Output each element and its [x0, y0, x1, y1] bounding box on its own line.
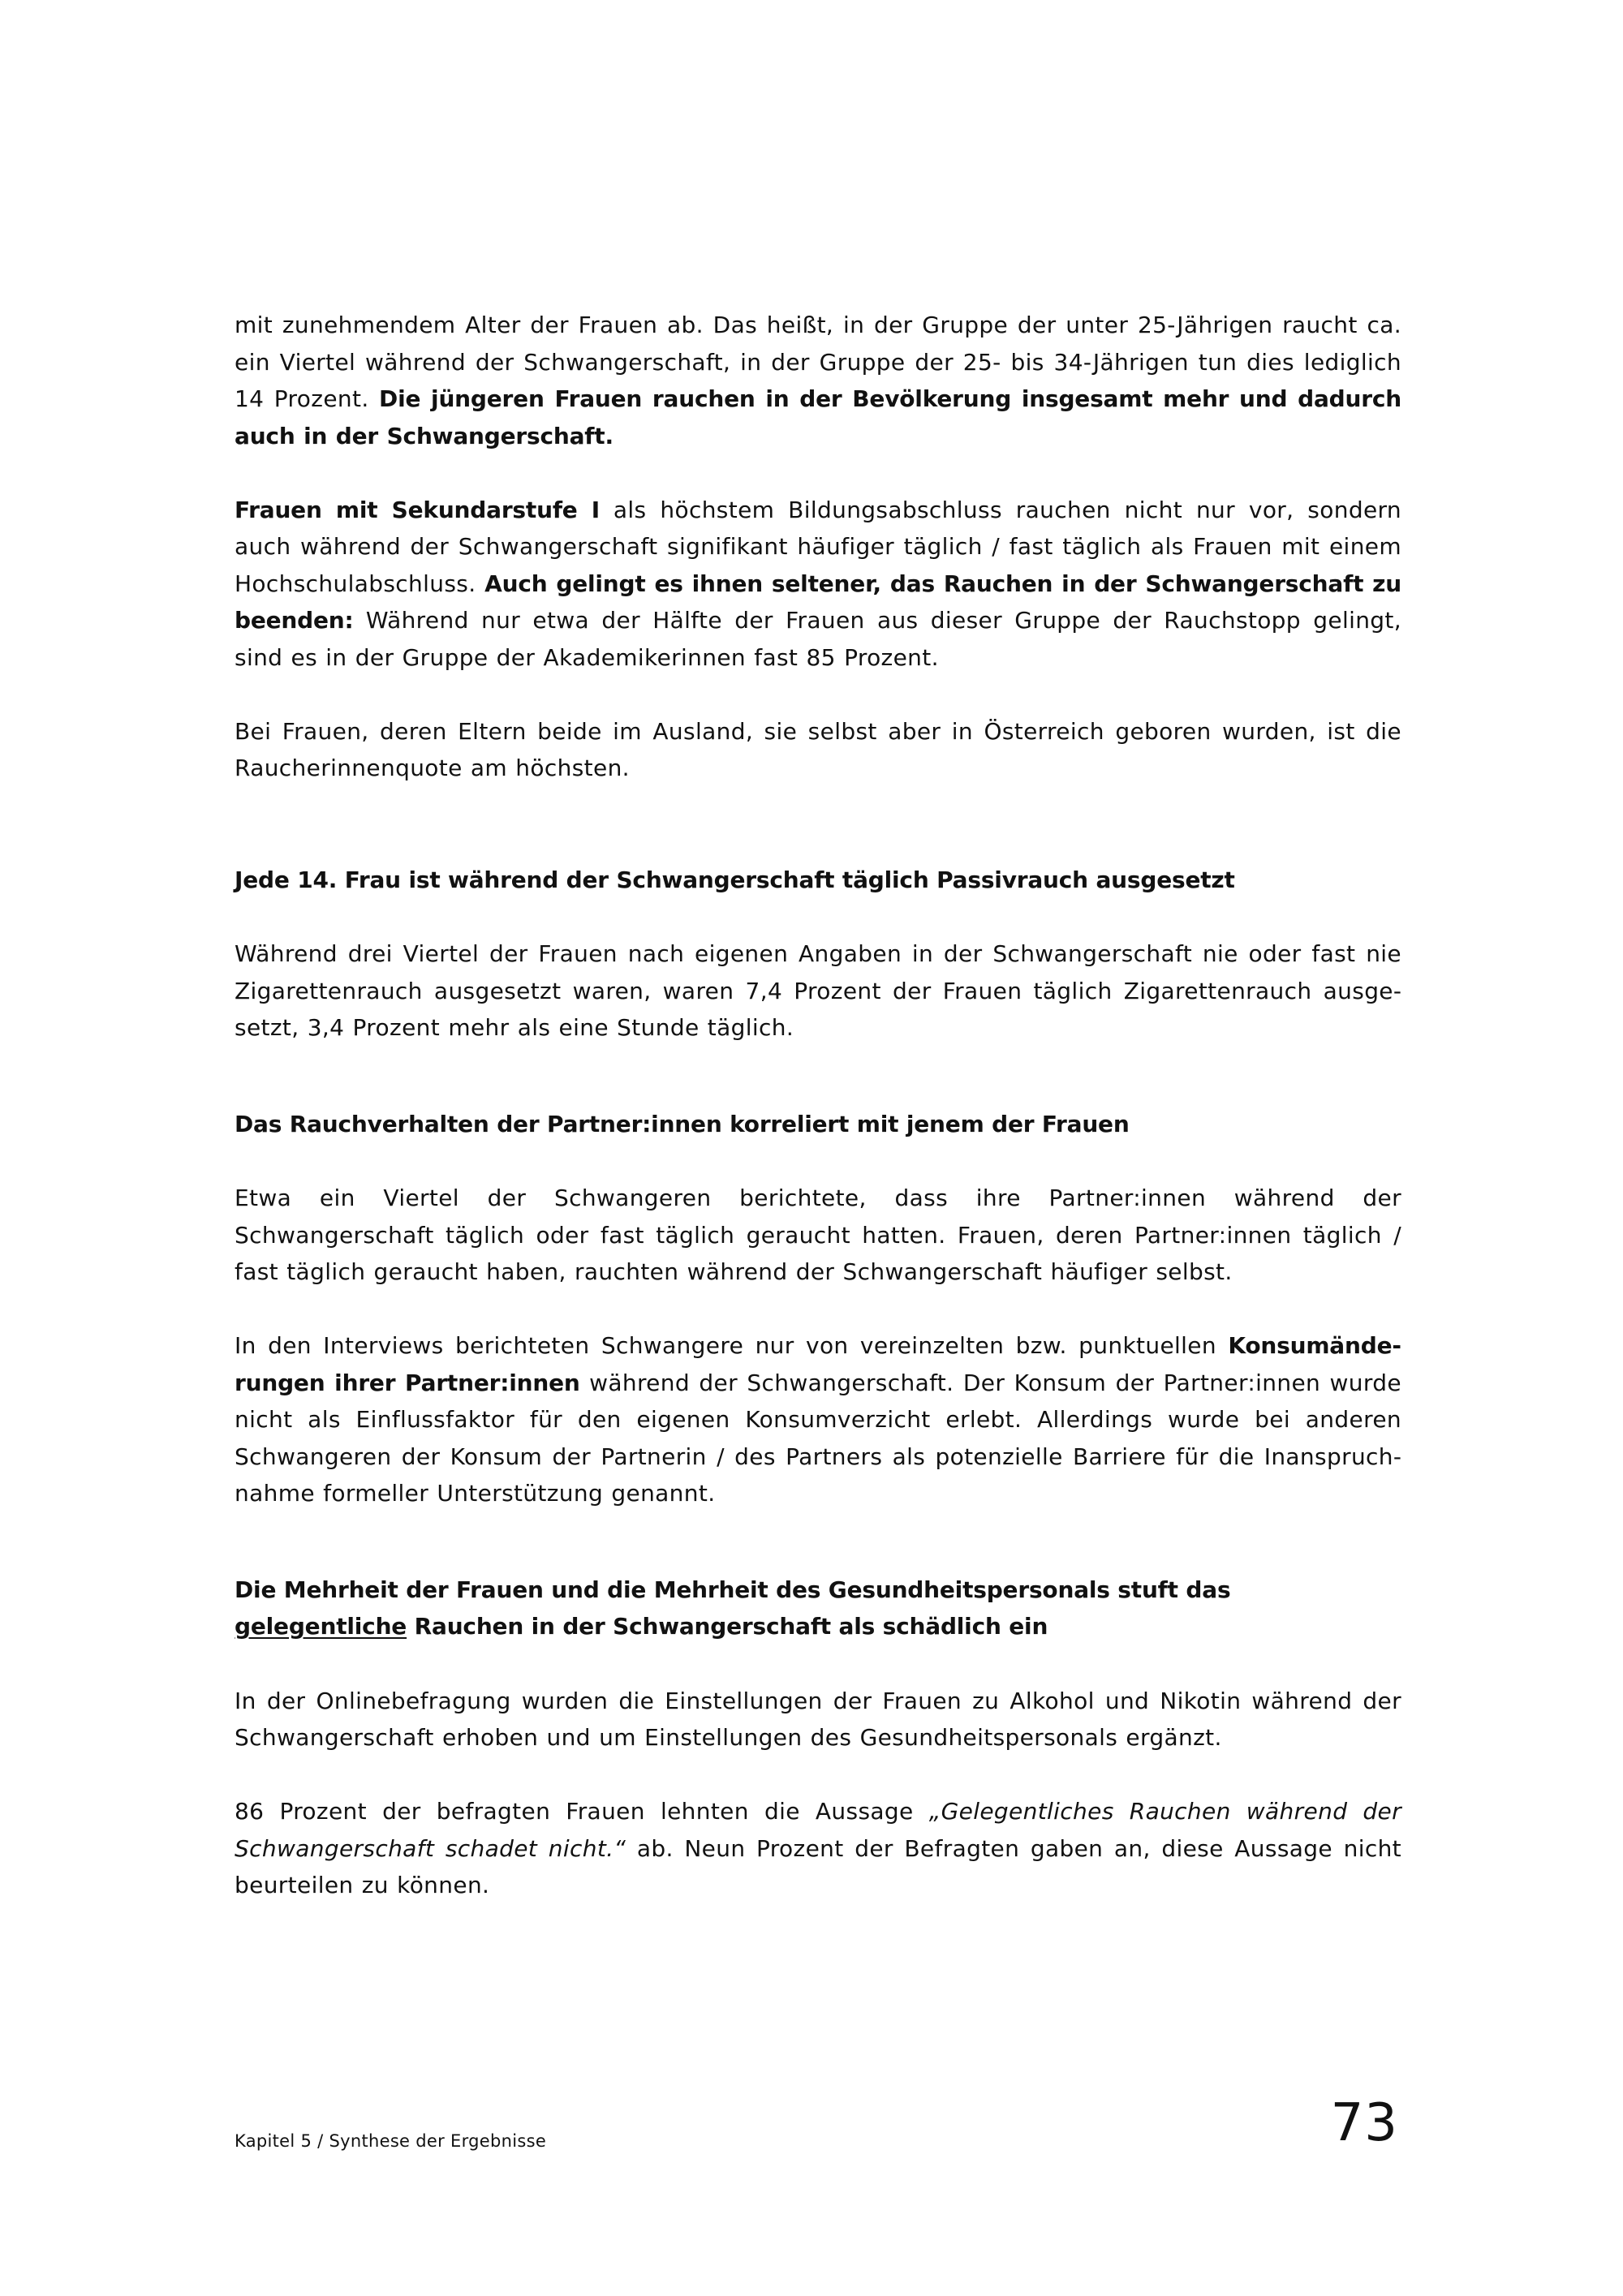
- paragraph-interviews: [235, 1327, 1401, 1512]
- paragraph-education-text: als höchstem Bildungsabschluss rauchen nicht nur vor, sondern auch während der Schwangerschaft signifikant häufiger täglich / fast täglich als Frauen mit einem Hochschulabschluss.: [235, 496, 1401, 597]
- heading-attitudes: [235, 1572, 1401, 1645]
- paragraph-interviews-text-end: während der Schwangerschaft. Der Konsum der Partner:innen wurde nicht als Einflussfaktor für den eigenen Konsumverzicht erlebt. Allerdings wurde bei anderen Schwangeren der Konsum der Partnerin / des Partners als potenzielle Barriere für die Inanspruchnahme formeller Unterstützung genannt.: [235, 1369, 1401, 1507]
- paragraph-education: [235, 492, 1401, 677]
- heading-attitudes-underlined: gelegentliche: [235, 1613, 407, 1640]
- paragraph-age-text: mit zunehmendem Alter der Frauen ab. Das heißt, in der Gruppe der unter 25-Jährigen raucht ca. ein Viertel während der Schwangerschaft, in der Gruppe der 25- bis 34-Jährigen tun dies lediglich 14 Prozent.: [235, 312, 1401, 412]
- paragraph-interviews-emphasis: Konsumänderungen ihrer Partner:innen: [235, 1332, 1401, 1396]
- paragraph-interviews-text: In den Interviews berichteten Schwangere nur von vereinzelten bzw. punktuellen: [235, 1332, 1229, 1359]
- paragraph-age: [235, 307, 1401, 454]
- paragraph-survey: In der Onlinebefragung wurden die Einstellungen der Frauen zu Alkohol und Nikotin während der Schwangerschaft erhoben und um Einstellungen des Gesundheitspersonals ergänzt.: [235, 1687, 1401, 1751]
- footer-chapter: Kapitel 5 / Synthese der Ergebnisse: [235, 2131, 547, 2151]
- heading-attitudes-text: Die Mehrheit der Frauen und die Mehrheit des Gesundheitspersonals stuft das: [235, 1576, 1231, 1603]
- paragraph-statement-text-end: ab. Neun Prozent der Befragten gaben an, diese Aussage nicht beurteilen zu können.: [235, 1834, 1401, 1898]
- paragraph-statement: [235, 1793, 1401, 1904]
- paragraph-education-emphasis: Auch gelingt es ihnen seltener, das Rauchen in der Schwangerschaft zu beenden:: [235, 570, 1401, 634]
- paragraph-migration: Bei Frauen, deren Eltern beide im Ausland, sie selbst aber in Österreich geboren wurden, ist die Raucherinnenquote am höchsten.: [235, 717, 1401, 781]
- paragraph-statement-quote: „Gelegentliches Rauchen während der Schwangerschaft schadet nicht.“: [235, 1798, 1401, 1862]
- heading-attitudes-text-end: Rauchen in der Schwangerschaft als schädlich ein: [407, 1613, 1048, 1640]
- main-content: [235, 307, 1401, 1904]
- paragraph-age-emphasis: Die jüngeren Frauen rauchen in der Bevölkerung insgesamt mehr und dadurch auch in der Schwangerschaft.: [235, 385, 1401, 449]
- page-number: 73: [1330, 2093, 1398, 2153]
- paragraph-education-lead: Frauen mit Sekundarstufe I: [235, 496, 601, 523]
- paragraph-education-text-end: Während nur etwa der Hälfte der Frauen aus dieser Gruppe der Rauchstopp gelingt, sind es in der Gruppe der Akademikerinnen fast 85 Prozent.: [235, 607, 1401, 671]
- heading-partners: Das Rauchverhalten der Partner:innen korreliert mit jenem der Frauen: [235, 1110, 1130, 1137]
- paragraph-partners: Etwa ein Viertel der Schwangeren berichtete, dass ihre Partner:innen während der Schwangerschaft täglich oder fast täglich geraucht hatten. Frauen, deren Partner:innen täglich / fast täglich geraucht haben, rauchten während der Schwangerschaft häufiger selbst.: [235, 1185, 1401, 1285]
- paragraph-statement-text: 86 Prozent der befragten Frauen lehnten die Aussage: [235, 1798, 929, 1825]
- heading-passive-smoke: Jede 14. Frau ist während der Schwangerschaft täglich Passivrauch ausgesetzt: [235, 866, 1235, 893]
- paragraph-passive-smoke: Während drei Viertel der Frauen nach eigenen Angaben in der Schwangerschaft nie oder fast nie Zigarettenrauch ausgesetzt waren, waren 7,4 Prozent der Frauen täglich Zigarettenrauch ausgesetzt, 3,4 Prozent mehr als eine Stunde täglich.: [235, 940, 1401, 1041]
